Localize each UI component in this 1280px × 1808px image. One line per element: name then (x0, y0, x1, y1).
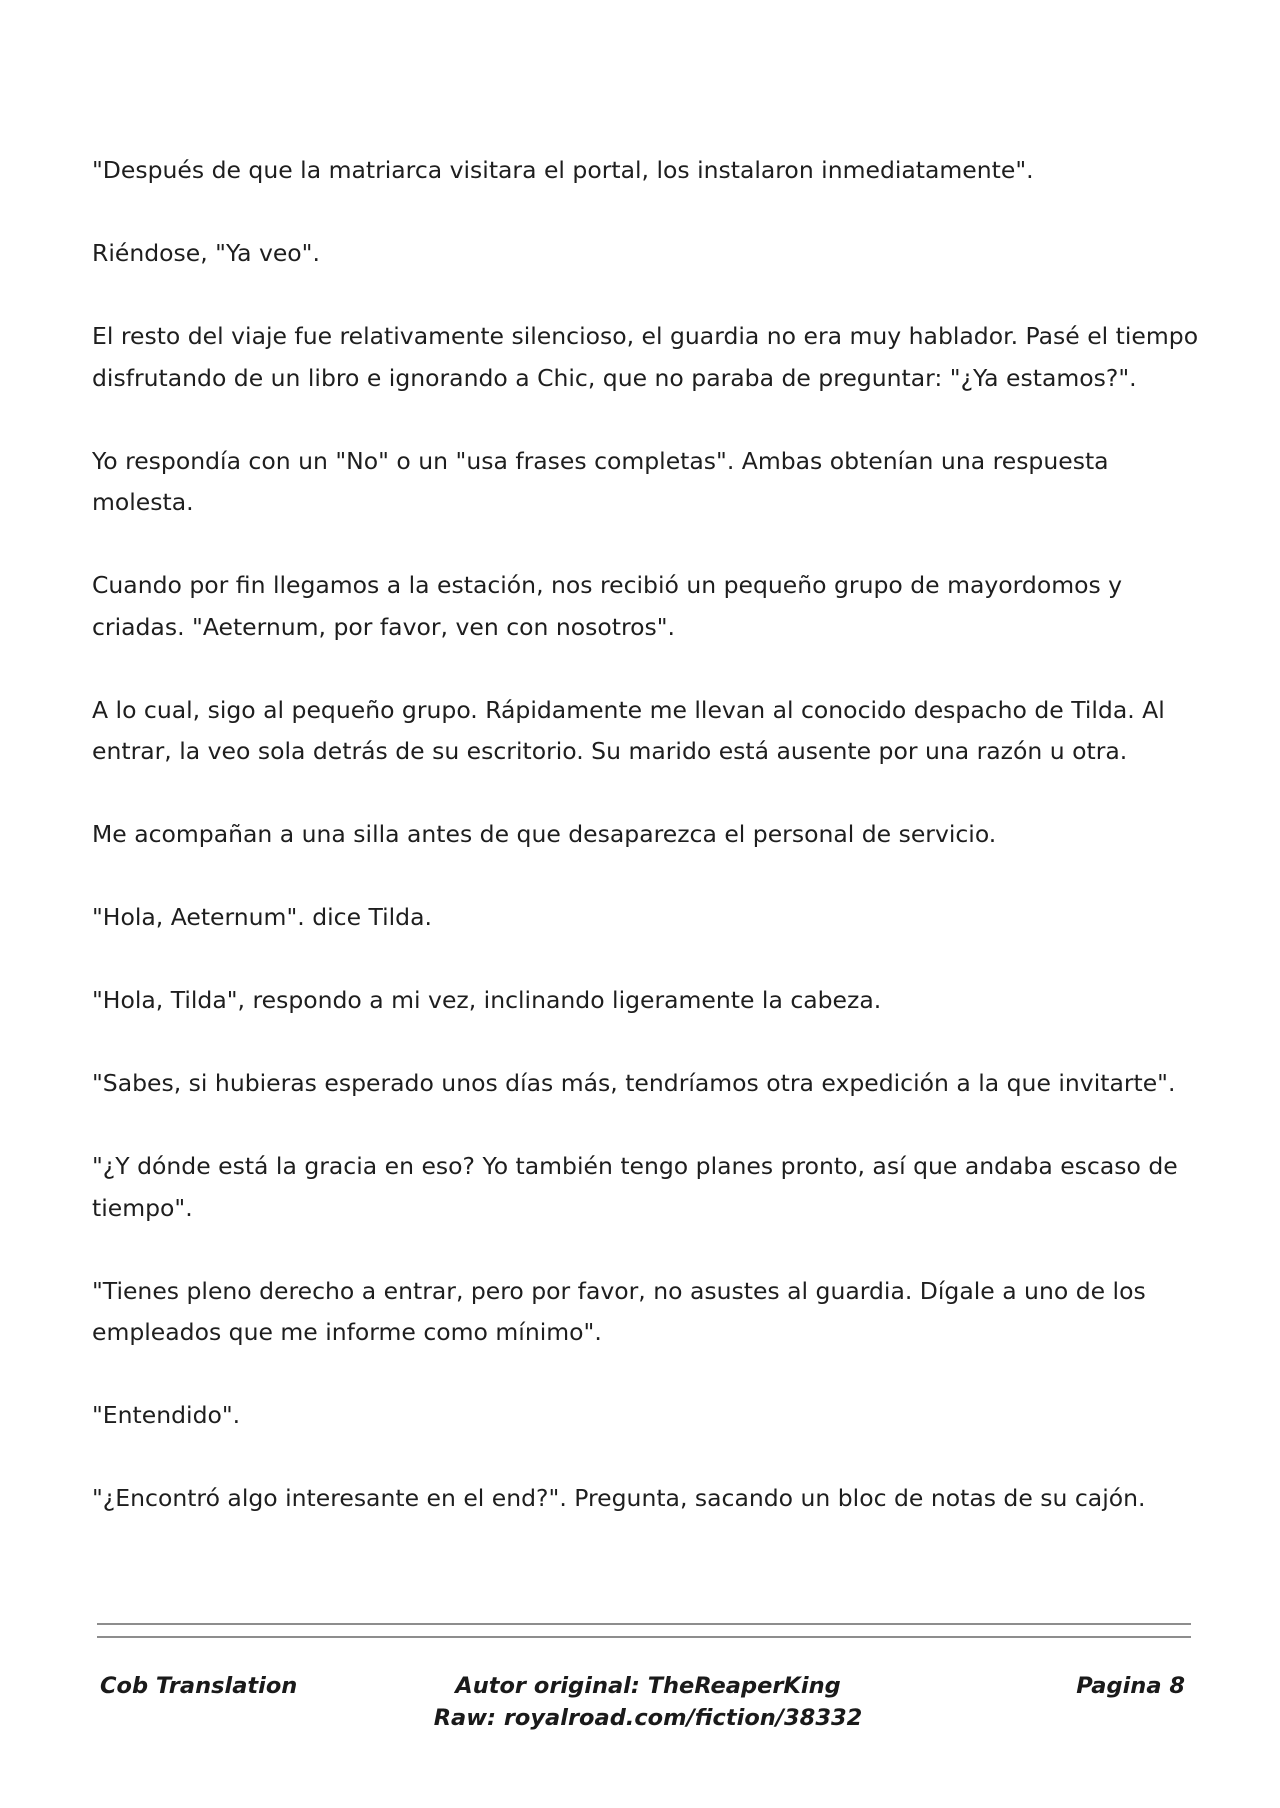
paragraph-10: "Sabes, si hubieras esperado unos días más, tendríamos otra expedición a la que invitarte". (92, 1069, 1176, 1097)
paragraph-5: Cuando por fin llegamos a la estación, nos recibió un pequeño grupo de mayordomos y criadas. "Aeternum, por favor, ven con nosotros". (92, 571, 1123, 641)
paragraph-3: El resto del viaje fue relativamente silencioso, el guardia no era muy hablador. Pasé el tiempo disfrutando de un libro e ignorando a Chic, que no paraba de preguntar: "¿Ya estamos?". (92, 322, 1199, 392)
paragraph-12: "Tienes pleno derecho a entrar, pero por favor, no asustes al guardia. Dígale a uno de los empleados que me informe como mínimo". (92, 1276, 1146, 1346)
footer-divider-top (97, 1623, 1191, 1625)
footer-credits (434, 1670, 863, 1734)
paragraph-7: Me acompañan a una silla antes de que desaparezca el personal de servicio. (92, 820, 997, 848)
paragraph-14: "¿Encontró algo interesante en el end?". Pregunta, sacando un bloc de notas de su cajón. (92, 1484, 1146, 1512)
footer-divider-bottom (97, 1636, 1191, 1638)
paragraph-1: "Después de que la matriarca visitara el portal, los instalaron inmediatamente". (92, 156, 1034, 184)
paragraph-9: "Hola, Tilda", respondo a mi vez, inclinando ligeramente la cabeza. (92, 986, 882, 1014)
page-body (92, 150, 1202, 1561)
paragraph-13: "Entendido". (92, 1401, 241, 1429)
footer-translator: Cob Translation (100, 1673, 298, 1699)
footer-original-author: Autor original: TheReaperKing (455, 1673, 841, 1699)
paragraph-8: "Hola, Aeternum". dice Tilda. (92, 903, 432, 931)
paragraph-4: Yo respondía con un "No" o un "usa frases completas". Ambas obtenían una respuesta molesta. (92, 446, 1109, 516)
footer-raw-source: Raw: royalroad.com/fiction/38332 (433, 1705, 863, 1731)
paragraph-2: Riéndose, "Ya veo". (92, 239, 320, 267)
paragraph-11: "¿Y dónde está la gracia en eso? Yo también tengo planes pronto, así que andaba escaso de tiempo". (92, 1152, 1178, 1222)
paragraph-6: A lo cual, sigo al pequeño grupo. Rápidamente me llevan al conocido despacho de Tilda. Al entrar, la veo sola detrás de su escritorio. Su marido está ausente por una razón u otra. (92, 695, 1165, 765)
footer-page-number: Pagina 8 (1076, 1673, 1185, 1699)
